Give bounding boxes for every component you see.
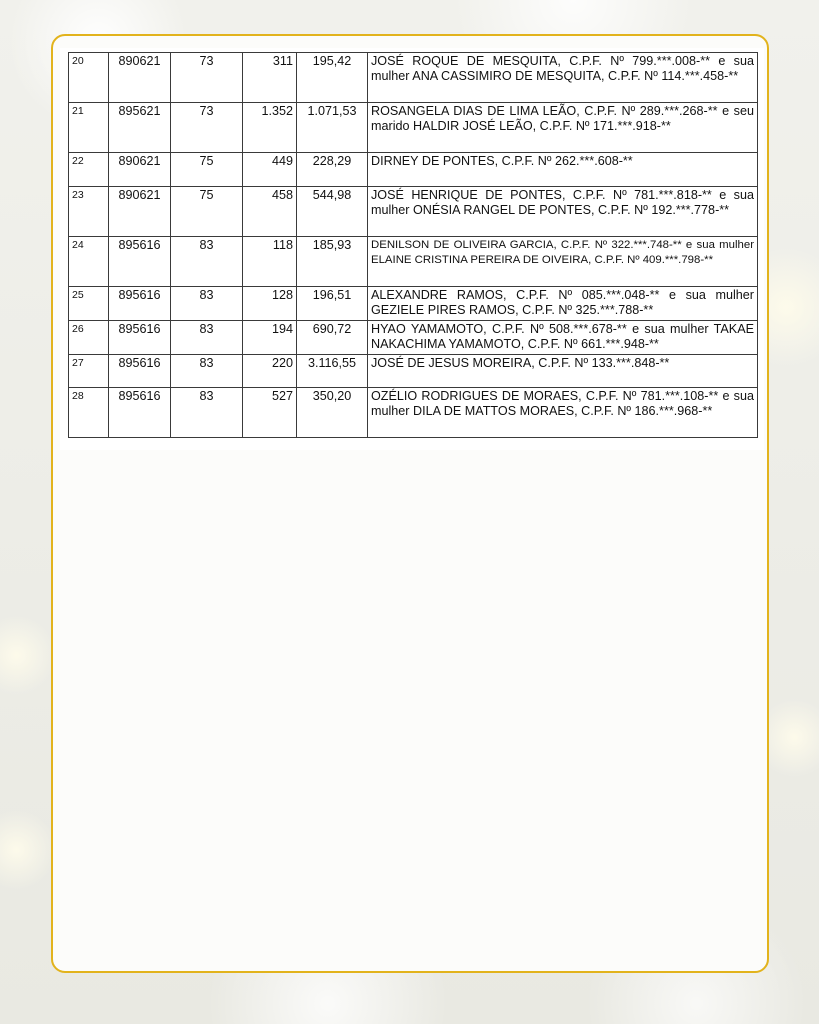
area-value: 527 <box>243 388 297 438</box>
amount-value: 1.071,53 <box>297 103 368 153</box>
registry-number: 895616 <box>109 355 171 388</box>
amount-value: 690,72 <box>297 321 368 355</box>
table-row <box>69 187 758 237</box>
owner-names: ROSANGELA DIAS DE LIMA LEÃO, C.P.F. Nº 289.***.268-** e seu marido HALDIR JOSÉ LEÃO, C.P.F. Nº 171.***.918-** <box>368 103 758 153</box>
lot-number: 83 <box>171 287 243 321</box>
registry-number: 895616 <box>109 237 171 287</box>
area-value: 311 <box>243 53 297 103</box>
table-row <box>69 355 758 388</box>
lot-number: 83 <box>171 321 243 355</box>
owner-names: JOSÉ DE JESUS MOREIRA, C.P.F. Nº 133.***.848-** <box>368 355 758 388</box>
lot-number: 83 <box>171 388 243 438</box>
owner-names: JOSÉ HENRIQUE DE PONTES, C.P.F. Nº 781.***.818-** e sua mulher ONÉSIA RANGEL DE PONTES, C.P.F. Nº 192.***.778-** <box>368 187 758 237</box>
lot-number: 75 <box>171 153 243 187</box>
row-number: 25 <box>69 287 109 321</box>
area-value: 458 <box>243 187 297 237</box>
table-row <box>69 237 758 287</box>
table-row <box>69 53 758 103</box>
area-value: 194 <box>243 321 297 355</box>
registry-number: 890621 <box>109 187 171 237</box>
amount-value: 3.116,55 <box>297 355 368 388</box>
lot-number: 73 <box>171 53 243 103</box>
owner-names: OZÉLIO RODRIGUES DE MORAES, C.P.F. Nº 781.***.108-** e sua mulher DILA DE MATTOS MORAES, C.P.F. Nº 186.***.968-** <box>368 388 758 438</box>
amount-value: 196,51 <box>297 287 368 321</box>
records-table-body <box>69 53 758 438</box>
row-number: 21 <box>69 103 109 153</box>
row-number: 22 <box>69 153 109 187</box>
row-number: 20 <box>69 53 109 103</box>
table-row <box>69 321 758 355</box>
row-number: 24 <box>69 237 109 287</box>
registry-number: 890621 <box>109 53 171 103</box>
registry-number: 890621 <box>109 153 171 187</box>
table-row <box>69 153 758 187</box>
owner-names: JOSÉ ROQUE DE MESQUITA, C.P.F. Nº 799.***.008-** e sua mulher ANA CASSIMIRO DE MESQUITA, C.P.F. Nº 114.***.458-** <box>368 53 758 103</box>
area-value: 449 <box>243 153 297 187</box>
area-value: 118 <box>243 237 297 287</box>
amount-value: 350,20 <box>297 388 368 438</box>
row-number: 28 <box>69 388 109 438</box>
lot-number: 83 <box>171 355 243 388</box>
registry-number: 895616 <box>109 321 171 355</box>
row-number: 26 <box>69 321 109 355</box>
lot-number: 75 <box>171 187 243 237</box>
table-row <box>69 287 758 321</box>
registry-number: 895616 <box>109 287 171 321</box>
row-number: 23 <box>69 187 109 237</box>
amount-value: 195,42 <box>297 53 368 103</box>
amount-value: 544,98 <box>297 187 368 237</box>
owner-names: DENILSON DE OLIVEIRA GARCIA, C.P.F. Nº 322.***.748-** e sua mulher ELAINE CRISTINA PEREIRA DE OIVEIRA, C.P.F. Nº 409.***.798-** <box>368 237 758 287</box>
area-value: 128 <box>243 287 297 321</box>
area-value: 1.352 <box>243 103 297 153</box>
owner-names: DIRNEY DE PONTES, C.P.F. Nº 262.***.608-** <box>368 153 758 187</box>
registry-number: 895616 <box>109 388 171 438</box>
records-table <box>68 52 758 438</box>
lot-number: 73 <box>171 103 243 153</box>
amount-value: 185,93 <box>297 237 368 287</box>
owner-names: ALEXANDRE RAMOS, C.P.F. Nº 085.***.048-** e sua mulher GEZIELE PIRES RAMOS, C.P.F. Nº 325.***.788-** <box>368 287 758 321</box>
amount-value: 228,29 <box>297 153 368 187</box>
area-value: 220 <box>243 355 297 388</box>
registry-number: 895621 <box>109 103 171 153</box>
row-number: 27 <box>69 355 109 388</box>
lot-number: 83 <box>171 237 243 287</box>
table-row <box>69 103 758 153</box>
owner-names: HYAO YAMAMOTO, C.P.F. Nº 508.***.678-** e sua mulher TAKAE NAKACHIMA YAMAMOTO, C.P.F. Nº 661.***.948-** <box>368 321 758 355</box>
table-row <box>69 388 758 438</box>
